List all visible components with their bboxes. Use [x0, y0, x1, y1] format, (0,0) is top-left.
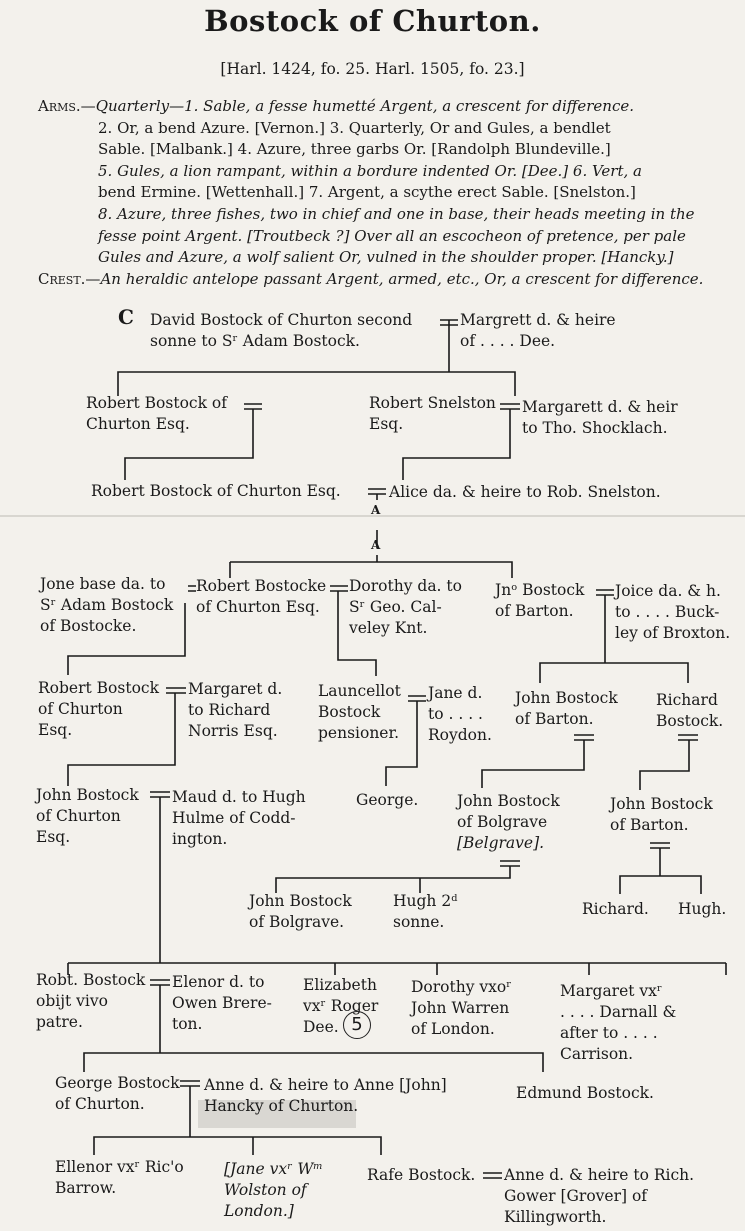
- hugh-second-line-1: Hugh 2ᵈ: [393, 892, 458, 910]
- margaret-darnall-line-1: Margaret vxʳ: [560, 982, 663, 1000]
- robert-g5-line-1: Robert Bostock: [38, 679, 159, 697]
- robert-g5-line-3: Esq.: [38, 721, 73, 739]
- robt-line-2: obijt vivo: [36, 992, 108, 1010]
- person-anne-gower: [504, 1165, 694, 1228]
- elizabeth-line-2: vxʳ Roger: [303, 997, 379, 1015]
- margaret-darnall-line-4: Carrison.: [560, 1045, 634, 1063]
- john-barton-g5-line-1: John Bostock: [515, 689, 618, 707]
- elenor-line-3: ton.: [172, 1015, 203, 1033]
- arms-line-6: 8. Azure, three fishes, two in chief and one in base, their heads meeting in the: [98, 204, 695, 223]
- manuscript-sources: [Harl. 1424, fo. 25. Harl. 1505, fo. 23.]: [220, 60, 525, 78]
- person-robert-bostocke-g4: [196, 576, 326, 618]
- john-barton-g5-line-2: of Barton.: [515, 710, 594, 728]
- maud-line-3: ington.: [172, 830, 228, 848]
- person-hugh-g7: Hugh.: [678, 900, 727, 918]
- joice-line-1: Joice da. & h.: [615, 582, 721, 600]
- anne-hancky-line-2: Hancky of Churton.: [204, 1097, 359, 1115]
- launcellot-line-2: Bostock: [318, 703, 381, 721]
- jane-wolston-line-3: London.]: [224, 1202, 294, 1220]
- elizabeth-line-1: Elizabeth: [303, 976, 377, 994]
- robt-line-1: Robt. Bostock: [36, 971, 146, 989]
- george-bostock-line-1: George Bostock: [55, 1074, 180, 1092]
- robert-g2-line-2: Churton Esq.: [86, 415, 190, 433]
- person-robert-bostock-g5: [38, 678, 159, 741]
- person-dorothy-calveley: [349, 576, 462, 639]
- elenor-line-2: Owen Brere-: [172, 994, 272, 1012]
- dorothy-warren-line-1: Dorothy vxoʳ: [411, 978, 512, 996]
- joice-line-2: to . . . . Buck-: [615, 603, 720, 621]
- elenor-line-1: Elenor d. to: [172, 973, 265, 991]
- arms-label: Arms.—: [38, 97, 96, 115]
- person-john-bostock-bolgrave: [457, 791, 560, 854]
- person-alice-snelston: Alice da. & heire to Rob. Snelston.: [389, 483, 661, 501]
- elizabeth-line-3: Dee.: [303, 1018, 339, 1036]
- person-robert-bostock-g2: [86, 393, 227, 435]
- circled-handwritten-note: 5: [343, 1011, 371, 1039]
- john-barton-g6-line-1: John Bostock: [610, 795, 713, 813]
- person-elenor-brereton: [172, 972, 272, 1035]
- person-launcellot-bostock: [318, 681, 401, 744]
- jno-line-2: of Barton.: [495, 602, 574, 620]
- john-bolgrave-line-1: John Bostock: [457, 792, 560, 810]
- maud-line-1: Maud d. to Hugh: [172, 788, 306, 806]
- person-robt-bostock: [36, 970, 145, 1033]
- margaret-norris-line-1: Margaret d.: [188, 680, 283, 698]
- person-john-bostock-churton: [36, 785, 139, 848]
- person-joice-buckley: [615, 581, 730, 644]
- person-jane-roydon: [428, 683, 492, 746]
- jane-roydon-line-1: Jane d.: [428, 684, 483, 702]
- john-of-bolgrave-line-1: John Bostock: [249, 892, 352, 910]
- margaret-norris-line-3: Norris Esq.: [188, 722, 278, 740]
- person-jone-base: [40, 574, 173, 637]
- person-george: George.: [356, 791, 419, 809]
- person-richard-bostock: [656, 690, 723, 732]
- jno-line-1: Jnᵒ Bostock: [495, 581, 585, 599]
- robert-g5-line-2: of Churton: [38, 700, 123, 718]
- john-churton-line-3: Esq.: [36, 828, 71, 846]
- crest-label: Crest.—: [38, 269, 101, 288]
- margaret-darnall-line-2: . . . . Darnall &: [560, 1003, 677, 1021]
- person-john-bostock-barton-g6: [610, 794, 713, 836]
- person-ellenor-barrow: [55, 1157, 184, 1199]
- maud-line-2: Hulme of Codd-: [172, 809, 296, 827]
- anne-gower-line-1: Anne d. & heire to Rich.: [504, 1166, 695, 1184]
- anne-hancky-line-1: Anne d. & heire to Anne [John]: [204, 1076, 447, 1094]
- george-bostock-line-2: of Churton.: [55, 1095, 145, 1113]
- person-john-bostock-of-bolgrave: [249, 891, 352, 933]
- jane-wolston-line-1: [Jane vxʳ Wᵐ: [224, 1160, 323, 1178]
- person-rafe-bostock: Rafe Bostock.: [367, 1166, 476, 1184]
- dorothy-g4-line-2: Sʳ Geo. Cal-: [349, 598, 442, 616]
- margrett-line-1: Margrett d. & heire: [460, 311, 616, 329]
- ellenor-line-1: Ellenor vxʳ Ric'o: [55, 1158, 184, 1176]
- arms-line-4: 5. Gules, a lion rampant, within a bordure indented Or. [Dee.] 6. Vert, a: [98, 161, 642, 180]
- gothic-c-mark: C: [118, 305, 134, 329]
- jane-roydon-line-2: to . . . .: [428, 705, 483, 723]
- person-richard-g7: Richard.: [582, 900, 649, 918]
- descent-mark-a-upper: A: [371, 503, 381, 517]
- dorothy-warren-line-3: of London.: [411, 1020, 495, 1038]
- margrett-line-2: of . . . . Dee.: [460, 332, 556, 350]
- jone-line-3: of Bostocke.: [40, 617, 137, 635]
- person-anne-hancky: [204, 1075, 447, 1117]
- john-bolgrave-line-3: [Belgrave].: [457, 834, 545, 852]
- margaret-darnall-line-3: after to . . . .: [560, 1024, 658, 1042]
- launcellot-line-1: Launcellot: [318, 682, 401, 700]
- person-george-bostock: [55, 1073, 180, 1115]
- john-bolgrave-line-2: of Bolgrave: [457, 813, 548, 831]
- jane-roydon-line-3: Roydon.: [428, 726, 492, 744]
- john-churton-line-1: John Bostock: [36, 786, 139, 804]
- dorothy-g4-line-1: Dorothy da. to: [349, 577, 462, 595]
- person-robert-snelston: [369, 393, 496, 435]
- arms-line-2: 2. Or, a bend Azure. [Vernon.] 3. Quarterly, Or and Gules, a bendlet: [98, 118, 611, 137]
- dorothy-warren-line-2: John Warren: [411, 999, 510, 1017]
- margarett-line-2: to Tho. Shocklach.: [522, 419, 668, 437]
- ellenor-line-2: Barrow.: [55, 1179, 117, 1197]
- david-line-2: sonne to Sʳ Adam Bostock.: [150, 332, 360, 350]
- person-dorothy-warren: [411, 977, 512, 1040]
- person-margaret-norris: [188, 679, 282, 742]
- jone-line-1: Jone base da. to: [40, 575, 166, 593]
- dorothy-g4-line-3: veley Knt.: [349, 619, 428, 637]
- person-margarett-shocklach: [522, 397, 678, 439]
- richard-line-1: Richard: [656, 691, 718, 709]
- arms-line-1: Quarterly—1. Sable, a fesse humetté Argent, a crescent for difference.: [95, 97, 634, 115]
- person-margaret-darnall: [560, 981, 676, 1065]
- person-john-bostock-barton-g5: [515, 688, 618, 730]
- arms-line-7: fesse point Argent. [Troutbeck ?] Over all an escocheon of pretence, per pale: [98, 226, 686, 245]
- person-edmund-bostock: Edmund Bostock.: [516, 1084, 654, 1102]
- person-robert-bostock-g3: Robert Bostock of Churton Esq.: [91, 482, 341, 500]
- joice-line-3: ley of Broxton.: [615, 624, 731, 642]
- snelston-line-1: Robert Snelston: [369, 394, 496, 412]
- robt-line-3: patre.: [36, 1013, 83, 1031]
- robert-g4-line-1: Robert Bostocke: [196, 577, 327, 595]
- margarett-line-1: Margarett d. & heir: [522, 398, 678, 416]
- david-line-1: David Bostock of Churton second: [150, 311, 413, 329]
- robert-g2-line-1: Robert Bostock of: [86, 394, 227, 412]
- richard-line-2: Bostock.: [656, 712, 724, 730]
- robert-g4-line-2: of Churton Esq.: [196, 598, 320, 616]
- page-title: Bostock of Churton.: [204, 4, 541, 38]
- person-margrett-dee: [460, 310, 616, 352]
- jane-wolston-line-2: Wolston of: [224, 1181, 307, 1199]
- margaret-norris-line-2: to Richard: [188, 701, 271, 719]
- crest-text: An heraldic antelope passant Argent, armed, etc., Or, a crescent for difference.: [100, 269, 704, 288]
- person-maud-hulme: [172, 787, 306, 850]
- launcellot-line-3: pensioner.: [318, 724, 400, 742]
- john-of-bolgrave-line-2: of Bolgrave.: [249, 913, 345, 931]
- descent-mark-a-lower: A: [371, 538, 381, 552]
- john-churton-line-2: of Churton: [36, 807, 121, 825]
- person-hugh-second-son: [393, 891, 457, 933]
- jone-line-2: Sʳ Adam Bostock: [40, 596, 174, 614]
- john-barton-g6-line-2: of Barton.: [610, 816, 689, 834]
- person-david-bostock: [150, 310, 412, 352]
- anne-gower-line-2: Gower [Grover] of: [504, 1187, 648, 1205]
- arms-line-5: bend Ermine. [Wettenhall.] 7. Argent, a scythe erect Sable. [Snelston.]: [98, 183, 636, 202]
- snelston-line-2: Esq.: [369, 415, 404, 433]
- hugh-second-line-2: sonne.: [393, 913, 445, 931]
- person-jane-wolston: [224, 1159, 323, 1222]
- person-jno-bostock: [495, 580, 584, 622]
- arms-line-3: Sable. [Malbank.] 4. Azure, three garbs Or. [Randolph Blundeville.]: [98, 140, 611, 159]
- anne-gower-line-3: Killingworth.: [504, 1208, 607, 1226]
- arms-line-8: Gules and Azure, a wolf salient Or, vulned in the shoulder proper. [Hancky.]: [98, 248, 674, 267]
